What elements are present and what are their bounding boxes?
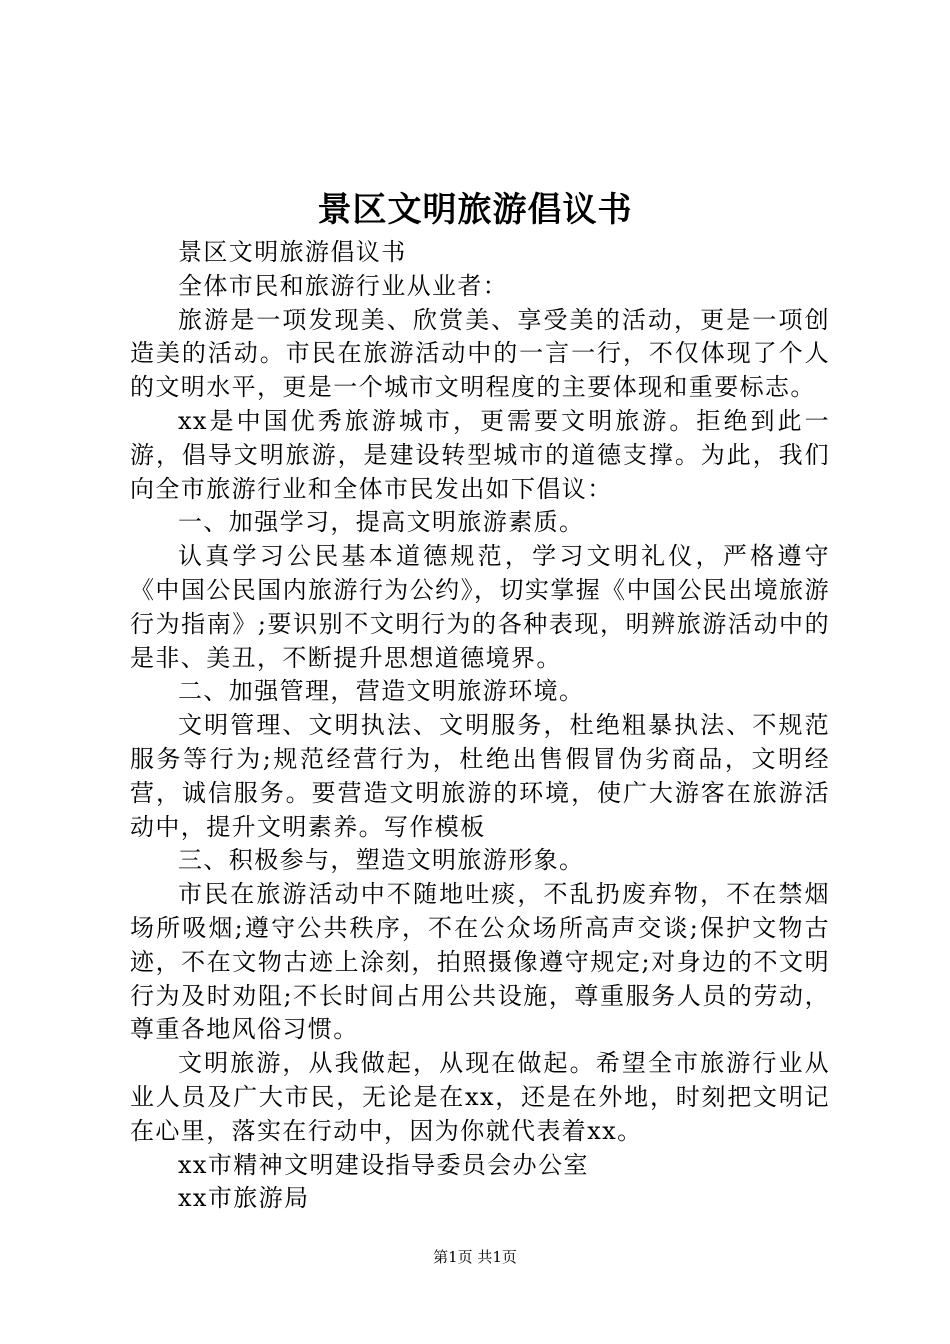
section-heading: 三、积极参与，塑造文明旅游形象。	[178, 846, 585, 875]
body-paragraph-heading: 景区文明旅游倡议书	[178, 238, 407, 266]
document-body	[130, 236, 830, 1216]
document-title: 景区文明旅游倡议书	[317, 190, 633, 230]
body-paragraph: 认真学习公民基本道德规范，学习文明礼仪，严格遵守《中国公民国内旅游行为公约》，切实掌握《中国公民出境旅游行为指南》;要识别不文明行为的各种表现，明辨旅游活动中的是非、美丑，不断提升思想道德境界。	[130, 542, 830, 672]
body-paragraph: xx是中国优秀旅游城市，更需要文明旅游。拒绝到此一游，倡导文明旅游，是建设转型城市的道德支撑。为此，我们向全市旅游行业和全体市民发出如下倡议：	[130, 406, 830, 503]
signature-line: xx市精神文明建设指导委员会办公室	[178, 1150, 589, 1179]
body-paragraph: 旅游是一项发现美、欣赏美、享受美的活动，更是一项创造美的活动。市民在旅游活动中的一言一行，不仅体现了个人的文明水平，更是一个城市文明程度的主要体现和重要标志。	[130, 305, 830, 402]
body-paragraph: 市民在旅游活动中不随地吐痰，不乱扔废弃物，不在禁烟场所吸烟;遵守公共秩序，不在公众场所高声交谈;保护文物古迹，不在文物古迹上涂刻，拍照摄像遵守规定;对身边的不文明行为及时劝阻;不长时间占用公共设施，尊重服务人员的劳动，尊重各地风俗习惯。	[130, 880, 830, 1044]
page-footer: 第1页 共1页	[433, 1248, 517, 1266]
body-paragraph-salutation: 全体市民和旅游行业从业者：	[178, 271, 509, 300]
section-heading: 二、加强管理，营造文明旅游环境。	[178, 677, 585, 706]
body-paragraph: 文明管理、文明执法、文明服务，杜绝粗暴执法、不规范服务等行为;规范经营行为，杜绝出售假冒伪劣商品，文明经营，诚信服务。要营造文明旅游的环境，使广大游客在旅游活动中，提升文明素养。写作模板	[130, 711, 830, 841]
section-heading: 一、加强学习，提高文明旅游素质。	[178, 508, 585, 537]
signature-line: xx市旅游局	[178, 1184, 310, 1213]
body-paragraph: 文明旅游，从我做起，从现在做起。希望全市旅游行业从业人员及广大市民，无论是在xx，还是在外地，时刻把文明记在心里，落实在行动中，因为你就代表着xx。	[130, 1049, 830, 1145]
